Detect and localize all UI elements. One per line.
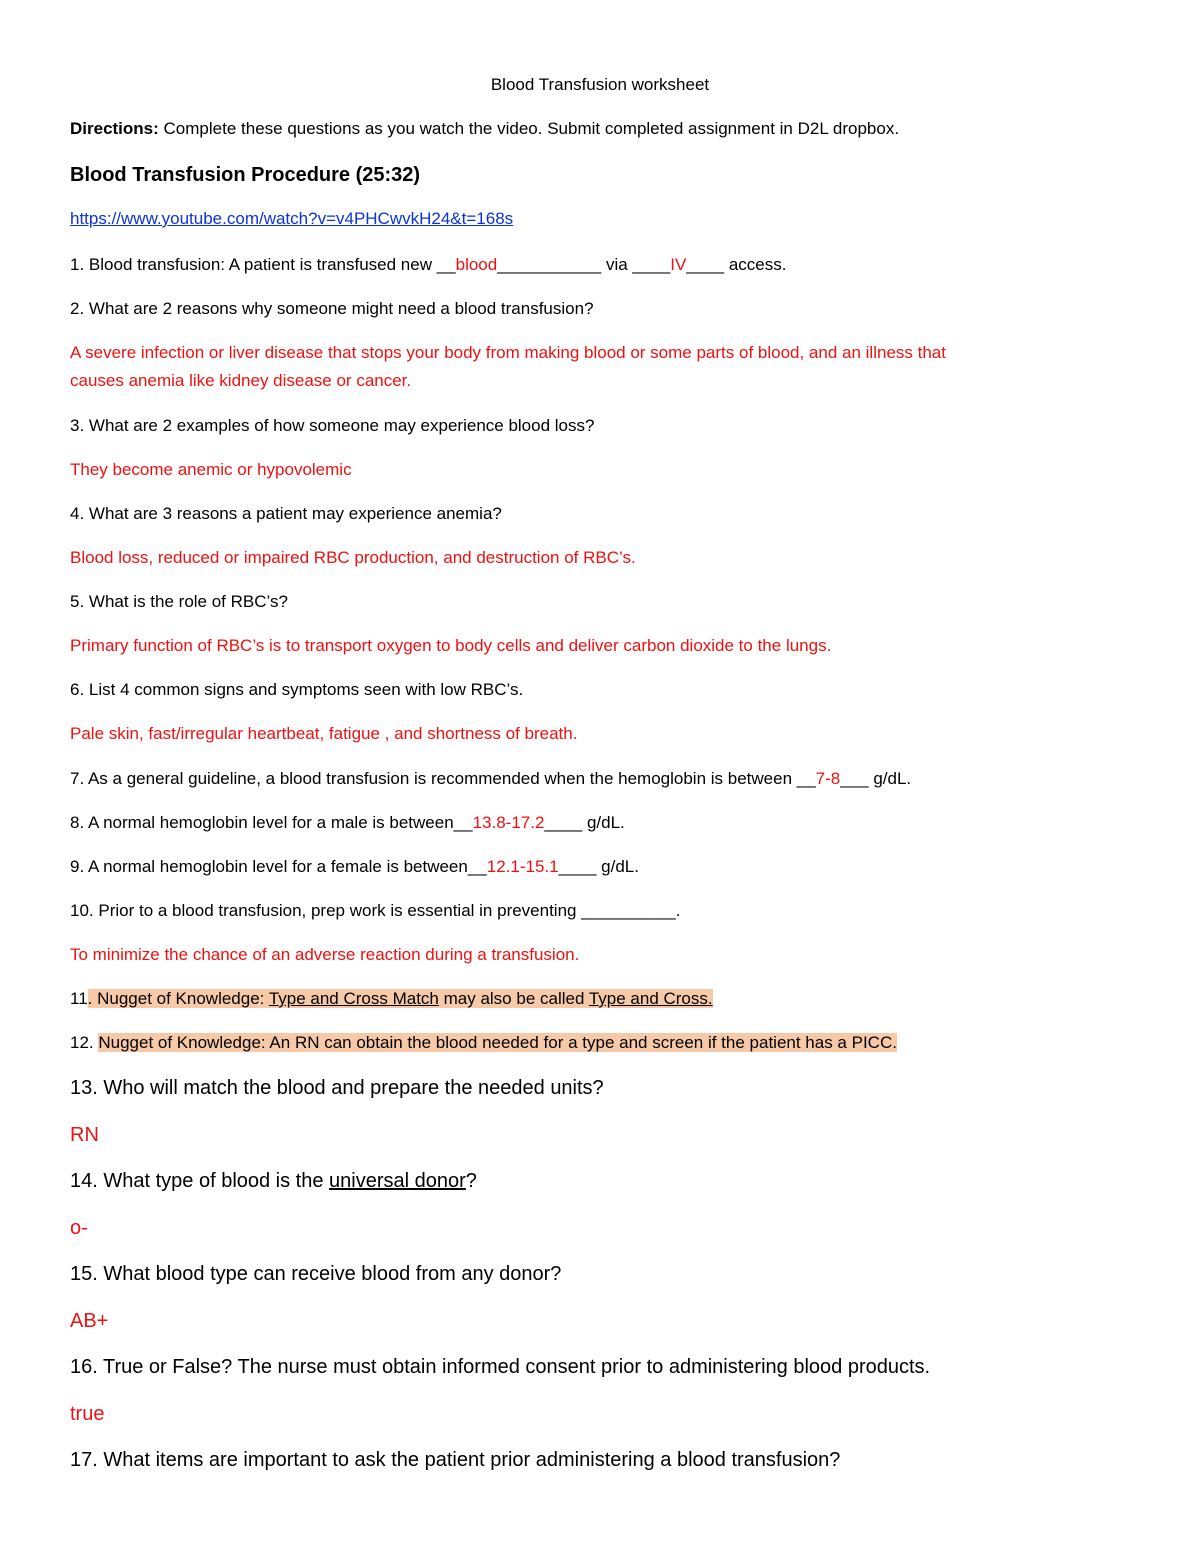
- q8-text-post: ____ g/dL.: [544, 813, 625, 832]
- q12-highlight: Nugget of Knowledge: An RN can obtain the blood needed for a type and screen if the patient has a PICC.: [98, 1033, 897, 1052]
- question-10: 10. Prior to a blood transfusion, prep work is essential in preventing __________.: [70, 901, 681, 920]
- answer-15: AB+: [70, 1310, 109, 1332]
- question-6: 6. List 4 common signs and symptoms seen with low RBC’s.: [70, 680, 524, 699]
- q7-text-post: ___ g/dL.: [840, 769, 912, 788]
- q11-text-mid: may also be called: [438, 989, 589, 1008]
- answer-2-line-1: A severe infection or liver disease that stops your body from making blood or some parts of blood, and an illness that: [70, 343, 946, 362]
- q11-text-pre: . Nugget of Knowledge:: [87, 989, 269, 1008]
- document-title: Blood Transfusion worksheet: [490, 75, 710, 94]
- q1-text-pre: Blood transfusion: A patient is transfused new __: [88, 255, 456, 274]
- answer-4: Blood loss, reduced or impaired RBC production, and destruction of RBC’s.: [70, 548, 636, 567]
- question-9: [70, 856, 639, 878]
- question-3: 3. What are 2 examples of how someone may experience blood loss?: [70, 416, 595, 435]
- question-2: 2. What are 2 reasons why someone might need a blood transfusion?: [70, 299, 594, 318]
- question-8: [70, 812, 625, 834]
- answer-10: To minimize the chance of an adverse reaction during a transfusion.: [70, 945, 580, 964]
- video-link-line: [70, 208, 513, 230]
- question-13: 13. Who will match the blood and prepare the needed units?: [70, 1077, 604, 1099]
- q14-text-post: ?: [465, 1170, 477, 1192]
- section-heading: Blood Transfusion Procedure (25:32): [70, 164, 421, 186]
- q8-answer: 13.8-17.2: [472, 813, 545, 832]
- question-15: 15. What blood type can receive blood from any donor?: [70, 1263, 562, 1285]
- nugget-12: [70, 1032, 897, 1054]
- question-7: [70, 768, 911, 790]
- q8-text-pre: 8. A normal hemoglobin level for a male is between__: [70, 813, 473, 832]
- q1-number: 1.: [70, 255, 85, 274]
- nugget-11: [70, 988, 713, 1010]
- q9-answer: 12.1-15.1: [486, 857, 559, 876]
- q14-term-universal-donor: universal donor: [329, 1170, 466, 1192]
- answer-2-line-2: causes anemia like kidney disease or cancer.: [70, 371, 412, 390]
- q1-answer-iv: IV: [670, 255, 687, 274]
- q1-text-post: ____ access.: [686, 255, 787, 274]
- answer-3: They become anemic or hypovolemic: [70, 460, 352, 479]
- q11-highlight: [88, 989, 713, 1008]
- question-1: [70, 254, 786, 276]
- answer-16: true: [70, 1403, 105, 1425]
- q9-text-pre: 9. A normal hemoglobin level for a female is between__: [70, 857, 487, 876]
- q14-text-pre: 14. What type of blood is the: [70, 1170, 330, 1192]
- video-link[interactable]: https://www.youtube.com/watch?v=v4PHCwvkH24&t=168s: [70, 209, 514, 228]
- q9-text-post: ____ g/dL.: [558, 857, 639, 876]
- question-16: 16. True or False? The nurse must obtain informed consent prior to administering blood products.: [70, 1356, 931, 1378]
- directions-text: Complete these questions as you watch the video. Submit completed assignment in D2L dropbox.: [163, 119, 900, 138]
- question-14: [70, 1168, 477, 1194]
- q11-term-type-and-cross: Type and Cross.: [588, 989, 713, 1008]
- q11-number: 11: [70, 989, 88, 1008]
- question-5: 5. What is the role of RBC’s?: [70, 592, 288, 611]
- answer-13: RN: [70, 1124, 99, 1146]
- q7-text-pre: 7. As a general guideline, a blood transfusion is recommended when the hemoglobin is between __: [70, 769, 816, 788]
- q1-answer-blood: blood: [455, 255, 498, 274]
- q1-text-mid: ___________ via ____: [497, 255, 671, 274]
- answer-6: Pale skin, fast/irregular heartbeat, fatigue , and shortness of breath.: [70, 724, 578, 743]
- question-17: 17. What items are important to ask the patient prior administering a blood transfusion?: [70, 1449, 841, 1471]
- q7-answer: 7-8: [815, 769, 841, 788]
- directions-label: Directions:: [70, 119, 159, 138]
- directions: [70, 118, 899, 140]
- answer-14: o-: [70, 1217, 88, 1239]
- q12-number: 12.: [70, 1033, 99, 1052]
- question-4: 4. What are 3 reasons a patient may experience anemia?: [70, 504, 502, 523]
- answer-5: Primary function of RBC’s is to transport oxygen to body cells and deliver carbon dioxide to the lungs.: [70, 636, 832, 655]
- q11-term-type-and-cross-match: Type and Cross Match: [268, 989, 439, 1008]
